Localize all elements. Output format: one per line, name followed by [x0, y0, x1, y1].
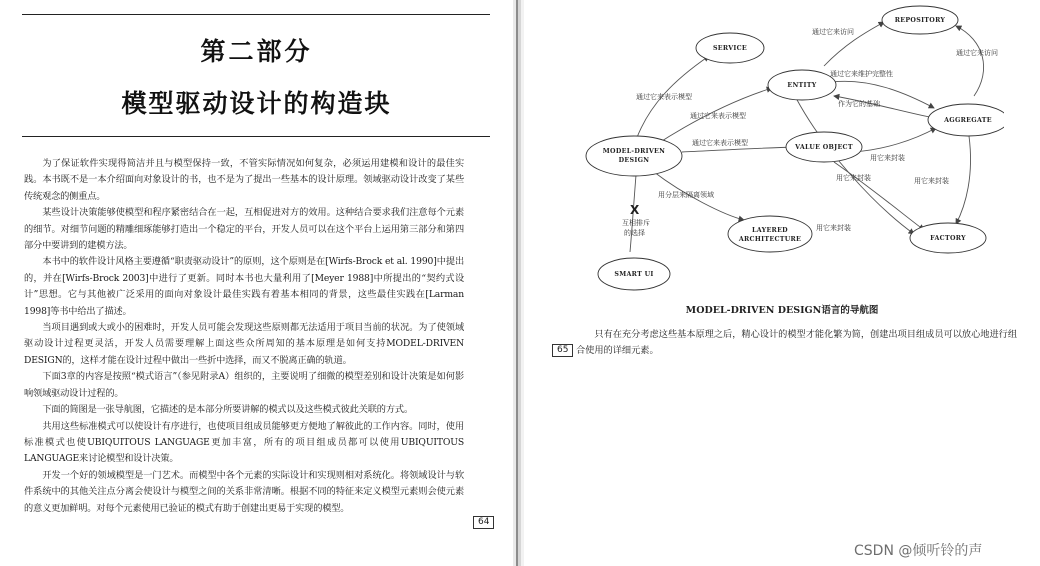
section-title: 模型驱动设计的构造块	[121, 89, 392, 118]
edge-label: 用它来封装	[870, 154, 905, 162]
edge-label: 通过它来表示模型	[636, 93, 692, 101]
left-body-text	[24, 156, 464, 517]
label-design: DESIGN	[618, 157, 650, 164]
label-value-object: VALUE OBJECT	[795, 144, 853, 151]
paragraph: 下面3章的内容是按照“模式语言”（参见附录A）组织的，主要说明了细微的模型差别和设计决策是如何影响领域驱动设计过程的。	[24, 371, 464, 399]
edge-label: 通过它来表示模型	[690, 112, 746, 120]
edge-label: 通过它来访问	[812, 28, 854, 36]
edge-label: 用它来封装	[914, 177, 949, 185]
label-layered: LAYERED	[752, 227, 788, 234]
page-number-left: 64	[473, 516, 494, 529]
edge-value-factory	[834, 162, 924, 230]
edge-label: 通过它来维护完整性	[830, 70, 893, 78]
edge-label: 用它来封装	[836, 174, 871, 182]
edge-aggregate-factory	[956, 136, 971, 224]
label-smart-ui: SMART UI	[614, 271, 654, 278]
paragraph: 共用这些标准模式可以使设计有序进行，也使项目组成员能够更方便地了解彼此的工作内容。同时，使用标准模式也使UBIQUITOUS LANGUAGE更加丰富，所有的项目组成员都可以使用UBIQUITOUS LANGUAGE来讨论模型和设计决策。	[24, 420, 464, 465]
paragraph: 某些设计决策能够使模型和程序紧密结合在一起，互相促进对方的效用。这种结合要求我们注意每个元素的细节。对细节问题的精雕细琢能够打造出一个稳定的平台，开发人员可以在这个平台上运用第三部分和第四部分中要讲到的建模方法。	[24, 207, 464, 252]
label-architecture: ARCHITECTURE	[738, 236, 802, 243]
paragraph: 本书中的软件设计风格主要遵循“职责驱动设计”的原则，这个原则是在[Wirfs-Brock et al. 1990]中提出的，并在[Wirfs-Brock 2003]中进行了更新。同时本书也大量利用了[Meyer 1988]中所提出的“契约式设计”思想。它与其他被广泛采用的面向对象设计最佳实践有着基本相同的背景，这些最佳实践在[Larman 1998]等书中给出了描述。	[24, 256, 464, 317]
right-page	[524, 0, 1040, 566]
edge-value-aggregate	[852, 128, 936, 152]
label-entity: ENTITY	[787, 82, 817, 89]
page-divider	[513, 0, 524, 566]
diagram-caption: MODEL-DRIVEN DESIGN语言的导航图	[685, 305, 879, 316]
left-page	[0, 0, 513, 566]
paragraph: 为了保证软件实现得简洁并且与模型保持一致，不管实际情况如何复杂，必须运用建模和设计的最佳实践。本书既不是一本介绍面向对象设计的书，也不是为了提出一些基本的设计原理。领域驱动设计改变了某些传统观念的侧重点。	[24, 158, 464, 202]
paragraph: 只有在充分考虑这些基本原理之后，精心设计的模型才能化繁为简，创建出项目组成员可以放心地进行组合使用的详细元素。	[576, 329, 1018, 357]
paragraph: 下面的简图是一张导航图，它描述的是本部分所要讲解的模式以及这些模式彼此关联的方式。	[42, 404, 413, 416]
edge-mdd-value	[682, 147, 796, 152]
node-model-driven-design	[586, 136, 682, 176]
edge-label: 的选择	[624, 229, 645, 237]
edge-aggregate-repository	[956, 26, 984, 96]
paragraph: 当项目遇到或大或小的困难时，开发人员可能会发现这些原则都无法适用于项目当前的状况。为了使领域驱动设计过程更灵活，开发人员需要理解上面这些众所周知的基本原理是如何支持MODEL-DRIVEN DESIGN的，这样才能在设计过程中做出一些折中选择，而又不脱离正确的轨道。	[24, 322, 464, 366]
edge-entity-factory	[796, 98, 914, 234]
navigation-diagram	[584, 0, 1004, 300]
exclusive-x-mark: X	[630, 203, 640, 217]
node-layered-architecture	[728, 216, 812, 252]
right-body-text	[576, 327, 1024, 360]
page-number-right: 65	[552, 344, 573, 357]
edge-label: 用分层来隔离领域	[658, 191, 714, 199]
edge-label: 用它来封装	[816, 224, 851, 232]
edge-label: 通过它来表示模型	[692, 139, 748, 147]
paragraph: 开发一个好的领域模型是一门艺术。而模型中各个元素的实际设计和实现则相对系统化。将领域设计与软件系统中的其他关注点分离会使设计与模型之间的关系非常清晰。根据不同的特征来定义模型元素则会使元素的意义更加鲜明。对每个元素使用已验证的模式有助于创建出更易于实现的模型。	[24, 469, 464, 514]
label-model-driven: MODEL-DRIVEN	[602, 148, 666, 155]
label-service: SERVICE	[712, 45, 748, 52]
part-title: 第二部分	[200, 37, 313, 66]
edge-label: 互相排斥	[622, 219, 650, 227]
title-rule	[22, 136, 490, 137]
edge-label: 通过它来访问	[956, 49, 998, 57]
watermark: CSDN @倾听铃的声	[854, 543, 983, 559]
label-aggregate: AGGREGATE	[944, 117, 992, 124]
edge-label: 作为它的基础	[838, 100, 880, 108]
label-repository: REPOSITORY	[894, 17, 946, 24]
label-factory: FACTORY	[930, 235, 966, 242]
top-rule	[22, 14, 490, 15]
